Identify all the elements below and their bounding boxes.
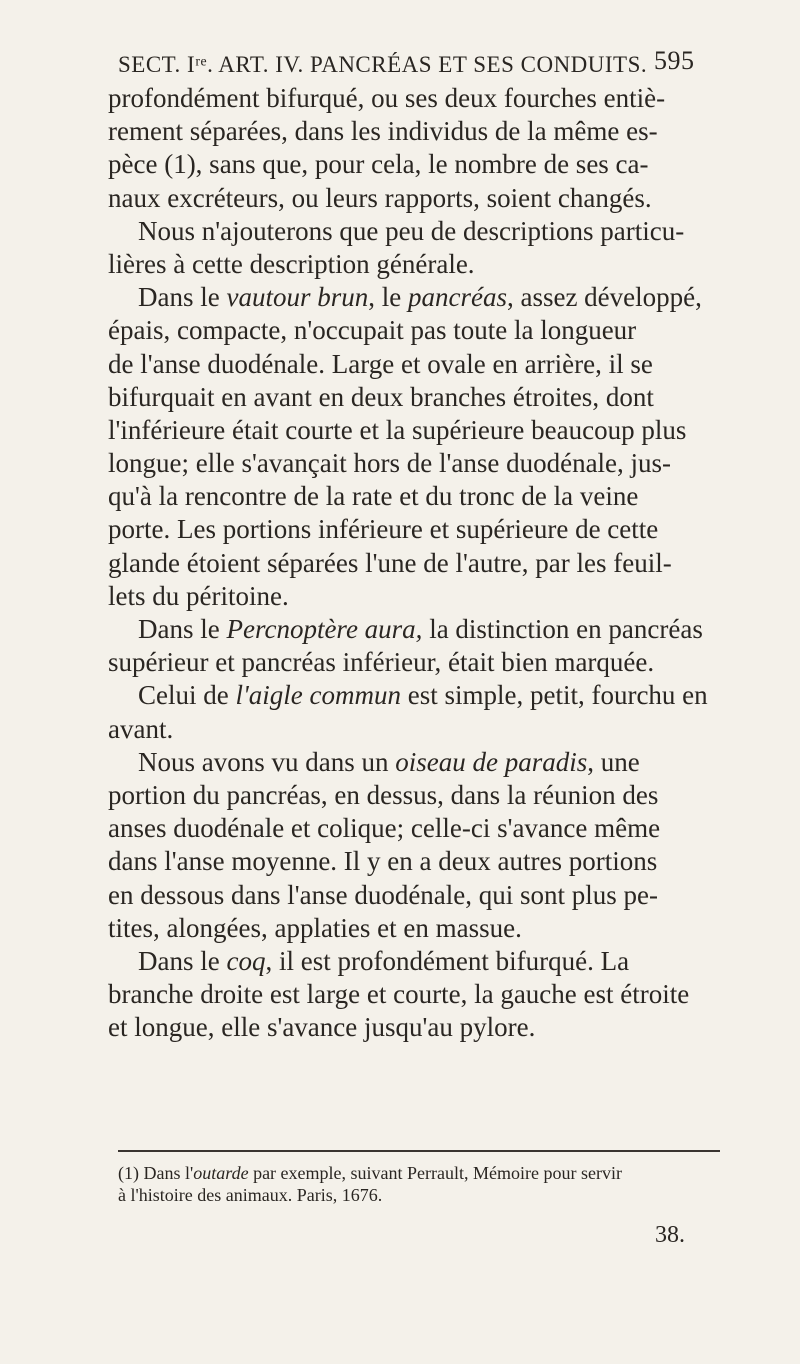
text-line	[108, 945, 728, 978]
text-line: tites, alongées, applaties et en massue.	[108, 912, 522, 943]
text-line: profondément bifurqué, ou ses deux fourches entiè-	[108, 83, 666, 113]
text-line: pèce (1), sans que, pour cela, le nombre de ses ca-	[108, 149, 649, 180]
main-text	[108, 82, 728, 1044]
text-segment: est simple, petit, fourchu en	[400, 680, 708, 711]
italic-text: coq	[226, 945, 266, 976]
text-segment: , il est profondément bifurqué. La	[265, 945, 630, 976]
text-segment: par exemple, suivant Perrault, Mémoire pour servir	[248, 1163, 622, 1183]
text-line: supérieur et pancréas inférieur, était bien marquée.	[108, 647, 655, 678]
text-line: porte. Les portions inférieure et supérieure de cette	[108, 514, 659, 545]
text-line	[108, 746, 728, 779]
text-line: de l'anse duodénale. Large et ovale en arrière, il se	[108, 348, 653, 379]
text-line: anses duodénale et colique; celle-ci s'avance même	[108, 813, 661, 844]
text-line: naux excréteurs, ou leurs rapports, soient changés.	[108, 182, 652, 213]
text-line: bifurquait en avant en deux branches étroites, dont	[108, 381, 654, 412]
footnote-rule	[118, 1150, 720, 1152]
italic-text: vautour brun	[226, 282, 369, 313]
signature-mark: 38.	[655, 1222, 685, 1248]
text-segment: la distinction en pancréas	[422, 614, 703, 644]
italic-text: Percnoptère aura,	[226, 614, 423, 644]
text-line: branche droite est large et courte, la gauche est étroite	[108, 979, 690, 1010]
text-line: l'inférieure était courte et la supérieure beaucoup plus	[108, 414, 687, 445]
text-line: lières à cette description générale.	[108, 248, 475, 279]
text-segment: Dans le	[138, 282, 227, 313]
footnote-line-1	[118, 1162, 738, 1184]
page-number: 595	[654, 46, 695, 75]
footnote-line-2: à l'histoire des animaux. Paris, 1676.	[118, 1185, 383, 1205]
text-segment: Dans le	[138, 945, 227, 976]
text-line: glande étoient séparées l'une de l'autre, par les feuil-	[108, 547, 672, 578]
text-line: en dessous dans l'anse duodénale, qui sont plus pe-	[108, 879, 659, 910]
text-line	[108, 281, 728, 314]
italic-text: pancréas	[407, 282, 507, 313]
text-line: dans l'anse moyenne. Il y en a deux autres portions	[108, 846, 658, 877]
text-segment: Dans le	[138, 614, 227, 644]
text-segment: , assez développé,	[506, 282, 702, 313]
text-line: rement séparées, dans les individus de la même es-	[108, 116, 658, 147]
text-line: lets du péritoine.	[108, 580, 289, 611]
footnote	[118, 1162, 738, 1206]
text-segment: Nous avons vu dans un	[138, 746, 396, 777]
text-segment: (1) Dans l'	[118, 1163, 194, 1183]
text-line: et longue, elle s'avance jusqu'au pylore.	[108, 1012, 536, 1043]
text-line: portion du pancréas, en dessus, dans la réunion des	[108, 779, 659, 810]
running-header	[118, 46, 718, 78]
text-line: qu'à la rencontre de la rate et du tronc de la veine	[108, 481, 639, 512]
text-line: Nous n'ajouterons que peu de descriptions particu-	[138, 215, 685, 246]
italic-text: l'aigle commun	[235, 680, 401, 711]
text-line	[108, 613, 728, 646]
italic-text: oiseau de paradis	[395, 746, 588, 777]
text-line: longue; elle s'avançait hors de l'anse duodénale, jus-	[108, 448, 672, 479]
running-head-text: SECT. Iʳᵉ. ART. IV. PANCRÉAS ET SES CONDUITS.	[118, 52, 648, 77]
text-line: épais, compacte, n'occupait pas toute la longueur	[108, 315, 637, 346]
italic-text: outarde	[193, 1163, 249, 1183]
text-segment: Celui de	[138, 680, 236, 711]
text-line	[108, 679, 728, 712]
text-segment: , le	[368, 282, 408, 313]
text-segment: , une	[587, 746, 640, 777]
text-line: avant.	[108, 713, 174, 744]
